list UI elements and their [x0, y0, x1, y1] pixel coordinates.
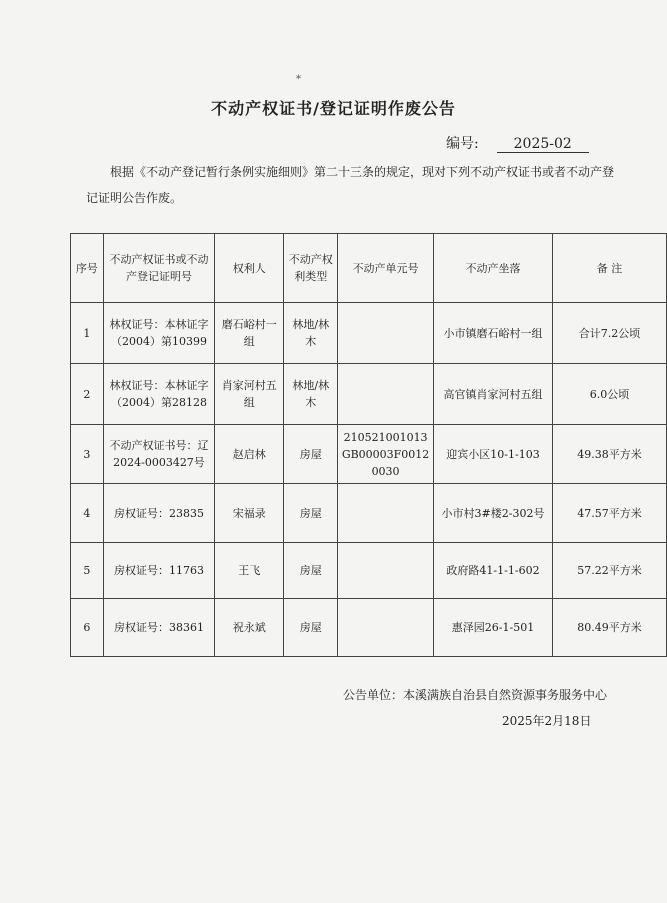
table-row: [71, 364, 667, 425]
serial-value: 2025-02: [497, 136, 589, 153]
table-cell: 4: [71, 484, 104, 543]
table-cell: 47.57平方米: [552, 484, 666, 543]
intro-paragraph: [86, 159, 618, 211]
header-cell: 不动产单元号: [338, 234, 434, 303]
issue-date: 2025年2月18日: [502, 714, 592, 728]
table-cell: 5: [71, 543, 104, 599]
table-cell: 林地/林木: [284, 364, 338, 425]
void-certificates-table: [70, 233, 667, 657]
table-cell: 3: [71, 425, 104, 484]
table-cell: 49.38平方米: [552, 425, 666, 484]
table-cell: 高官镇肖家河村五组: [434, 364, 553, 425]
table-row: [71, 484, 667, 543]
serial-label: 编号:: [446, 136, 479, 152]
table-cell: 房屋: [284, 484, 338, 543]
table-cell: 57.22平方米: [552, 543, 666, 599]
table-cell: 政府路41-1-1-602: [434, 543, 553, 599]
issuer-line: 公告单位：本溪满族自治县自然资源事务服务中心: [343, 688, 608, 702]
table-row: [71, 425, 667, 484]
table-cell: 磨石峪村一组: [215, 303, 284, 364]
table-cell: 房屋: [284, 543, 338, 599]
header-cell: 备 注: [552, 234, 666, 303]
table-cell: 房权证号：38361: [103, 599, 214, 657]
table-cell: 房权证号：23835: [103, 484, 214, 543]
table-cell: 王飞: [215, 543, 284, 599]
scan-mark: *: [296, 74, 301, 85]
table-cell: 宋福录: [215, 484, 284, 543]
table-cell: [338, 484, 434, 543]
table-cell: [338, 303, 434, 364]
table-cell: 林权证号：本林证字（2004）第28128: [103, 364, 214, 425]
table-cell: 林权证号：本林证字（2004）第10399: [103, 303, 214, 364]
header-cell: 不动产权利类型: [284, 234, 338, 303]
table-cell: 小市镇磨石峪村一组: [434, 303, 553, 364]
table-cell: [338, 364, 434, 425]
table-cell: 6.0公顷: [552, 364, 666, 425]
intro-text: 根据《不动产登记暂行条例实施细则》第二十三条的规定，现对下列不动产权证书或者不动产登记证明公告作废。: [86, 165, 615, 205]
table-cell: 房权证号：11763: [103, 543, 214, 599]
header-cell: 序号: [71, 234, 104, 303]
table-cell: 80.49平方米: [552, 599, 666, 657]
table-header-row: [71, 234, 667, 303]
table-cell: [338, 543, 434, 599]
table-cell: 惠泽园26-1-501: [434, 599, 553, 657]
header-cell: 不动产权证书或不动产登记证明号: [103, 234, 214, 303]
table-cell: 祝永斌: [215, 599, 284, 657]
table-cell: 6: [71, 599, 104, 657]
table-cell: 1: [71, 303, 104, 364]
page-title: 不动产权证书/登记证明作废公告: [211, 99, 456, 118]
header-cell: 权利人: [215, 234, 284, 303]
table-cell: 林地/林木: [284, 303, 338, 364]
table-row: [71, 599, 667, 657]
table-cell: 小市村3#楼2-302号: [434, 484, 553, 543]
table-cell: 合计7.2公顷: [552, 303, 666, 364]
table-cell: 肖家河村五组: [215, 364, 284, 425]
header-cell: 不动产坐落: [434, 234, 553, 303]
serial-number: [446, 133, 589, 153]
table-cell: 2: [71, 364, 104, 425]
table-cell: 不动产权证书号：辽2024-0003427号: [103, 425, 214, 484]
table-cell: [338, 599, 434, 657]
table-cell: 房屋: [284, 599, 338, 657]
table-cell: 房屋: [284, 425, 338, 484]
table-cell: 赵启林: [215, 425, 284, 484]
table-row: [71, 543, 667, 599]
table-cell: 210521001013GB00003F00120030: [338, 425, 434, 484]
table-row: [71, 303, 667, 364]
table-cell: 迎宾小区10-1-103: [434, 425, 553, 484]
